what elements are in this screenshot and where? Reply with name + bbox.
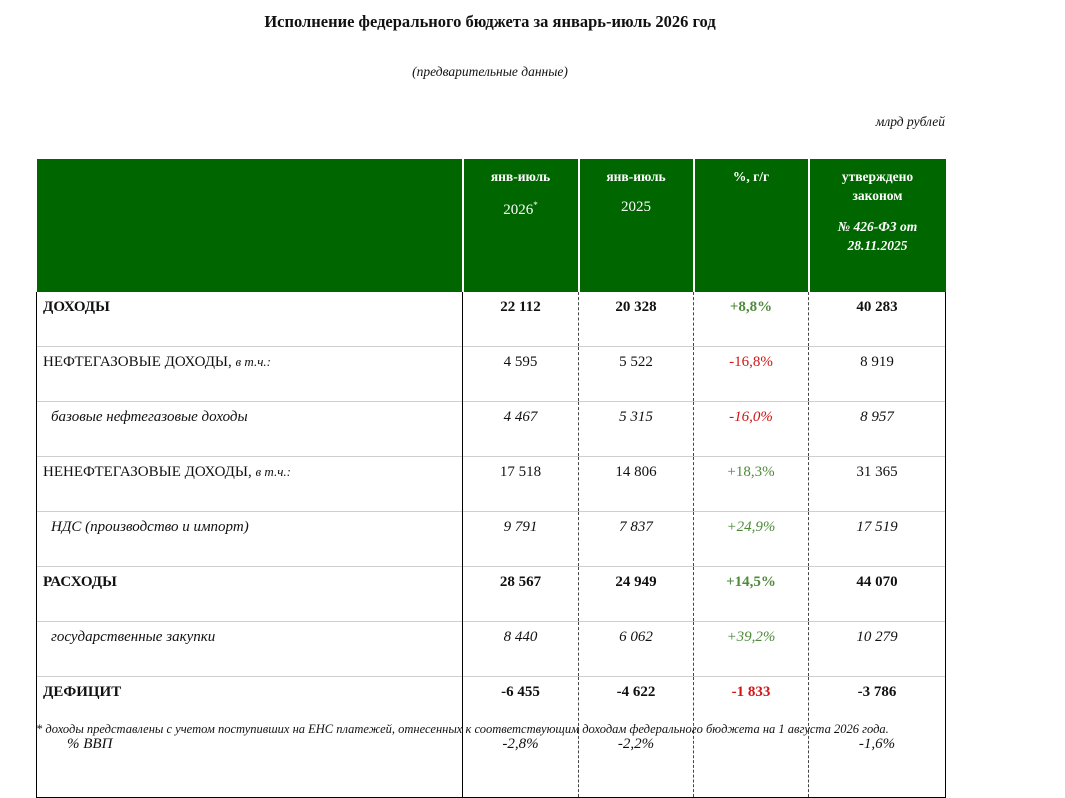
value-2025: 24 949 xyxy=(579,567,694,622)
value-2025: -4 622 xyxy=(579,677,694,732)
value-yoy: -16,8% xyxy=(694,347,809,402)
value-yoy xyxy=(694,731,809,798)
value-2025: 14 806 xyxy=(579,457,694,512)
value-approved: 10 279 xyxy=(809,622,946,677)
row-label: базовые нефтегазовые доходы xyxy=(37,402,463,457)
value-approved: -1,6% xyxy=(809,731,946,798)
value-2026: 4 595 xyxy=(463,347,579,402)
table-row xyxy=(37,731,946,798)
value-2026: -6 455 xyxy=(463,677,579,732)
value-yoy: -16,0% xyxy=(694,402,809,457)
row-label: НДС (производство и импорт) xyxy=(37,512,463,567)
header-2026-footnote-mark: * xyxy=(533,200,538,210)
footnote: * доходы представлены с учетом поступивших на ЕНС платежей, отнесенных к соответствующим доходам федерального бюджета на 1 августа 2026 года. xyxy=(36,722,889,736)
header-2025-period: янв-июль xyxy=(606,169,666,184)
header-2026-year: 2026 xyxy=(503,202,534,218)
table-row xyxy=(37,512,946,567)
units-label: млрд рублей xyxy=(875,114,945,129)
value-approved: 8 919 xyxy=(809,347,946,402)
header-2025-year: 2025 xyxy=(621,199,651,215)
budget-table xyxy=(36,159,946,798)
row-label: НЕНЕФТЕГАЗОВЫЕ ДОХОДЫ, xyxy=(43,464,252,480)
row-label: ДОХОДЫ xyxy=(37,292,463,347)
value-approved: 8 957 xyxy=(809,402,946,457)
header-empty xyxy=(37,159,463,292)
value-yoy: +8,8% xyxy=(694,292,809,347)
value-approved: -3 786 xyxy=(809,677,946,732)
value-yoy: -1 833 xyxy=(694,677,809,732)
table-row xyxy=(37,457,946,512)
row-label: НЕФТЕГАЗОВЫЕ ДОХОДЫ, xyxy=(43,354,232,370)
value-yoy: +14,5% xyxy=(694,567,809,622)
table-row xyxy=(37,567,946,622)
value-2025: -2,2% xyxy=(579,731,694,798)
header-approved-line1: утверждено xyxy=(841,169,914,184)
value-approved: 31 365 xyxy=(809,457,946,512)
value-2026: 8 440 xyxy=(463,622,579,677)
value-approved: 40 283 xyxy=(809,292,946,347)
value-2026: 4 467 xyxy=(463,402,579,457)
value-2026: 28 567 xyxy=(463,567,579,622)
value-2025: 20 328 xyxy=(579,292,694,347)
value-2025: 7 837 xyxy=(579,512,694,567)
header-2026-period: янв-июль xyxy=(490,169,551,184)
value-yoy: +24,9% xyxy=(694,512,809,567)
value-2026: 22 112 xyxy=(463,292,579,347)
table-header xyxy=(37,159,946,292)
row-label-cell xyxy=(37,347,463,402)
value-yoy: +39,2% xyxy=(694,622,809,677)
header-law-number: № 426-ФЗ от xyxy=(837,219,918,234)
value-2026: -2,8% xyxy=(463,731,579,798)
table-row xyxy=(37,402,946,457)
header-yoy-label: %, г/г xyxy=(732,169,770,184)
value-yoy: +18,3% xyxy=(694,457,809,512)
header-approved-line2: законом xyxy=(852,188,903,203)
row-label: % ВВП xyxy=(37,731,463,798)
value-2025: 5 315 xyxy=(579,402,694,457)
page-subtitle: (предварительные данные) xyxy=(412,64,568,79)
value-2026: 17 518 xyxy=(463,457,579,512)
value-2026: 9 791 xyxy=(463,512,579,567)
row-label-note: в т.ч.: xyxy=(255,464,291,479)
page-title: Исполнение федерального бюджета за январь-июль 2026 год xyxy=(264,12,716,31)
row-label-cell xyxy=(37,457,463,512)
header-2026 xyxy=(463,159,579,292)
header-law-date: 28.11.2025 xyxy=(847,238,908,253)
value-2025: 5 522 xyxy=(579,347,694,402)
row-label-note: в т.ч.: xyxy=(235,354,271,369)
value-approved: 44 070 xyxy=(809,567,946,622)
header-2025 xyxy=(579,159,694,292)
value-2025: 6 062 xyxy=(579,622,694,677)
row-label: государственные закупки xyxy=(37,622,463,677)
row-label: ДЕФИЦИТ xyxy=(37,677,463,732)
header-yoy xyxy=(694,159,809,292)
row-label: РАСХОДЫ xyxy=(37,567,463,622)
value-approved: 17 519 xyxy=(809,512,946,567)
header-approved xyxy=(809,159,946,292)
table-row xyxy=(37,622,946,677)
table-row xyxy=(37,347,946,402)
table-row xyxy=(37,292,946,347)
